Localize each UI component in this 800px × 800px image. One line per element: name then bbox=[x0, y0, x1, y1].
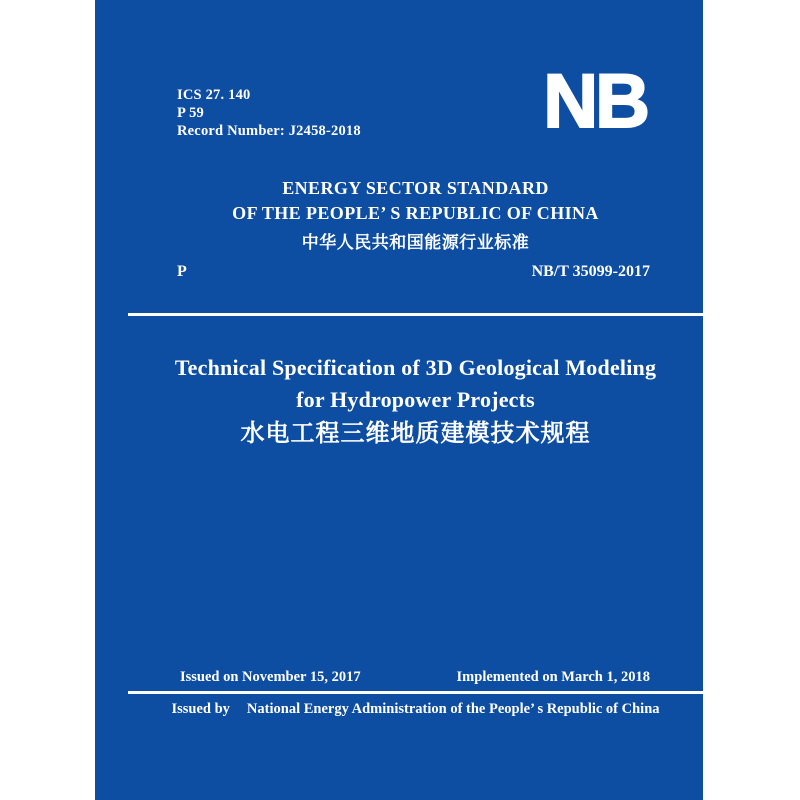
issuer-name: National Energy Administration of the People’ s Republic of China bbox=[246, 701, 660, 717]
document-meta bbox=[177, 86, 361, 140]
dates-row bbox=[180, 669, 650, 686]
issuer-label: Issued by bbox=[171, 701, 230, 717]
implemented-date: Implemented on March 1, 2018 bbox=[456, 669, 650, 685]
nb-logo: NB bbox=[543, 59, 647, 144]
divider-top bbox=[128, 313, 703, 316]
standard-name-cjk: 中华人民共和国能源行业标准 bbox=[301, 233, 530, 252]
record-number: Record Number: J2458-2018 bbox=[177, 123, 361, 139]
standard-cover bbox=[95, 0, 703, 800]
standard-name-en-line1: ENERGY SECTOR STANDARD bbox=[282, 178, 549, 198]
issuer-line bbox=[128, 701, 703, 718]
title-en-line2: for Hydropower Projects bbox=[296, 387, 535, 412]
title-block bbox=[128, 352, 703, 449]
document-class-letter: P bbox=[177, 263, 187, 280]
issued-date: Issued on November 15, 2017 bbox=[180, 669, 361, 685]
standard-name-en-line2: OF THE PEOPLE’ S REPUBLIC OF CHINA bbox=[232, 203, 599, 223]
classification-code: P 59 bbox=[177, 105, 204, 121]
title-cjk: 水电工程三维地质建模技术规程 bbox=[240, 420, 591, 447]
code-row bbox=[177, 263, 650, 281]
divider-bottom bbox=[128, 691, 703, 694]
standard-number: NB/T 35099-2017 bbox=[531, 263, 650, 280]
standard-heading bbox=[128, 176, 703, 253]
ics-code: ICS 27. 140 bbox=[177, 87, 251, 103]
title-en-line1: Technical Specification of 3D Geological Modeling bbox=[174, 355, 657, 380]
